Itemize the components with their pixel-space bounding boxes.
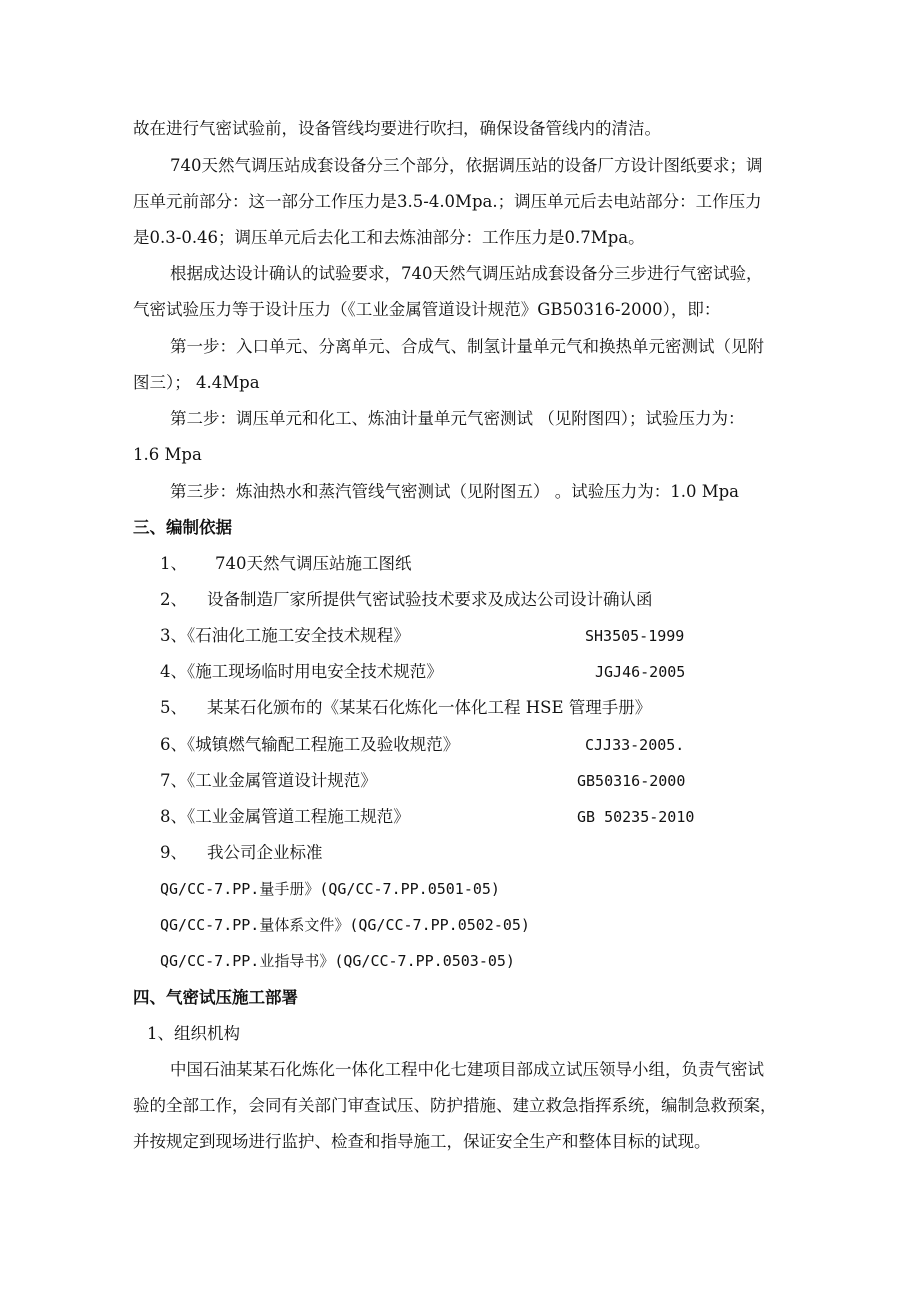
- list-item-text: 《工业金属管道工程施工规范》: [187, 807, 410, 826]
- company-standard-line: QG/CC-7.PP.量手册》(QG/CC-7.PP.0501-05): [160, 880, 500, 898]
- subsection-heading: 1、组织机构: [147, 1024, 240, 1043]
- company-standard-line: QG/CC-7.PP.量体系文件》(QG/CC-7.PP.0502-05): [160, 916, 530, 934]
- list-item-number: 6、: [160, 735, 187, 754]
- step-two-line: 1.6 Mpa: [133, 445, 202, 464]
- standard-code: GB 50235-2010: [577, 808, 695, 826]
- list-item-number: 8、: [160, 807, 187, 826]
- list-item-text: 《施工现场临时用电安全技术规范》: [187, 662, 443, 681]
- list-item: [160, 733, 459, 757]
- intro-paragraph-line: 根据成达设计确认的试验要求，740天然气调压站成套设备分三步进行气密试验，: [170, 264, 763, 283]
- section-heading: 四、气密试压施工部署: [133, 988, 298, 1007]
- intro-paragraph-line: 故在进行气密试验前，设备管线均要进行吹扫，确保设备管线内的清洁。: [133, 119, 661, 138]
- standard-code: SH3505-1999: [585, 627, 685, 645]
- step-two-line: 第二步：调压单元和化工、炼油计量单元气密测试 （见附图四）；试验压力为：: [170, 409, 745, 428]
- list-item-text: 某某石化颁布的《某某石化炼化一体化工程 HSE 管理手册》: [207, 698, 652, 717]
- intro-paragraph-line: 压单元前部分：这一部分工作压力是3.5-4.0Mpa.；调压单元后去电站部分：工作压力: [133, 192, 762, 211]
- list-item: [160, 805, 410, 829]
- body-paragraph-line: 中国石油某某石化炼化一体化工程中化七建项目部成立试压领导小组，负责气密试: [170, 1060, 764, 1079]
- company-standard-line: QG/CC-7.PP.业指导书》(QG/CC-7.PP.0503-05): [160, 952, 515, 970]
- step-one-line: 第一步：入口单元、分离单元、合成气、制氢计量单元气和换热单元密测试（见附: [170, 337, 764, 356]
- list-item: [160, 660, 443, 684]
- intro-paragraph-line: 是0.3-0.46；调压单元后去化工和去炼油部分：工作压力是0.7Mpa。: [133, 228, 645, 247]
- list-item-number: 4、: [160, 662, 187, 681]
- step-three-line: 第三步：炼油热水和蒸汽管线气密测试（见附图五） 。试验压力为：1.0 Mpa: [170, 482, 740, 501]
- list-item-number: 1、: [160, 554, 187, 573]
- body-paragraph-line: 验的全部工作，会同有关部门审查试压、防护措施、建立救急指挥系统，编制急救预案，: [133, 1096, 777, 1115]
- intro-paragraph-line: 740天然气调压站成套设备分三个部分，依据调压站的设备厂方设计图纸要求；调: [170, 156, 763, 175]
- standard-code: JGJ46-2005: [595, 663, 686, 681]
- list-item: [160, 769, 377, 793]
- list-item-text: 《工业金属管道设计规范》: [187, 771, 377, 790]
- list-item: [160, 624, 410, 648]
- list-item-number: 3、: [160, 626, 187, 645]
- list-item: [160, 588, 653, 612]
- list-item-number: 5、: [160, 698, 187, 717]
- list-item-number: 2、: [160, 590, 187, 609]
- standard-code: CJJ33-2005.: [585, 736, 685, 754]
- standard-code: GB50316-2000: [577, 772, 686, 790]
- section-heading: 三、编制依据: [133, 518, 232, 537]
- step-one-line: 图三）； 4.4Mpa: [133, 373, 260, 392]
- list-item-text: 设备制造厂家所提供气密试验技术要求及成达公司设计确认函: [207, 590, 653, 609]
- intro-paragraph-line: 气密试验压力等于设计压力（《工业金属管道设计规范》GB50316-2000），即：: [133, 300, 721, 319]
- list-item: [160, 841, 323, 865]
- list-item-text: 《石油化工施工安全技术规程》: [187, 626, 410, 645]
- list-item-text: 《城镇燃气输配工程施工及验收规范》: [187, 735, 460, 754]
- list-item: [160, 552, 412, 576]
- body-paragraph-line: 并按规定到现场进行监护、检查和指导施工，保证安全生产和整体目标的试现。: [133, 1132, 711, 1151]
- list-item-number: 7、: [160, 771, 187, 790]
- list-item-text: 我公司企业标准: [207, 843, 323, 862]
- list-item-text: 740天然气调压站施工图纸: [215, 554, 412, 573]
- list-item: [160, 696, 651, 720]
- list-item-number: 9、: [160, 843, 187, 862]
